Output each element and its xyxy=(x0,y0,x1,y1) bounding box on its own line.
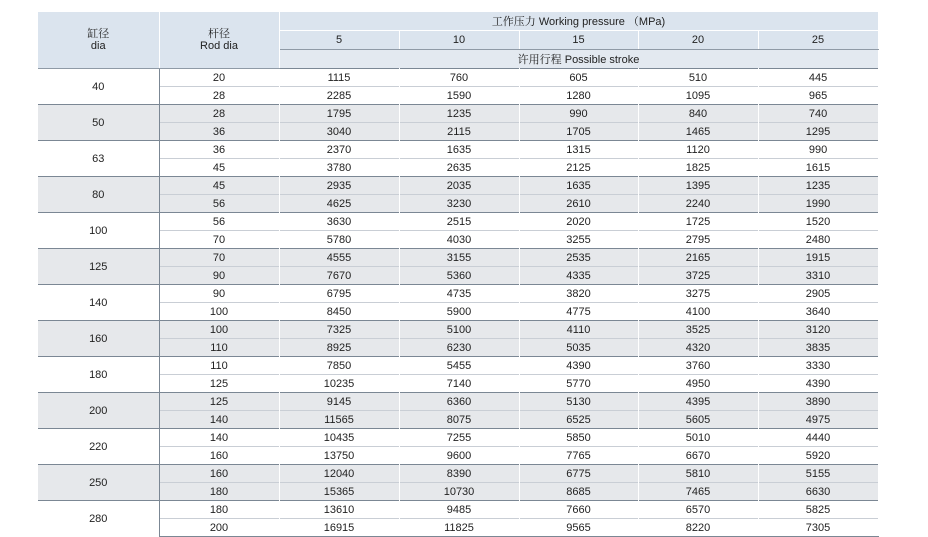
rod-cell: 125 xyxy=(159,375,279,393)
stroke-value-cell: 1295 xyxy=(758,123,878,141)
stroke-value-cell: 5770 xyxy=(519,375,638,393)
table-row xyxy=(38,501,878,519)
stroke-value-cell: 13610 xyxy=(279,501,399,519)
table-row xyxy=(38,69,878,87)
bore-header-en: dia xyxy=(90,40,106,52)
stroke-value-cell: 3835 xyxy=(758,339,878,357)
table-row xyxy=(38,375,878,393)
bore-cell: 200 xyxy=(38,393,159,429)
rod-header-cn: 杆径 xyxy=(208,28,230,40)
rod-cell: 70 xyxy=(159,231,279,249)
rod-cell: 180 xyxy=(159,483,279,501)
stroke-value-cell: 1915 xyxy=(758,249,878,267)
stroke-value-cell: 1990 xyxy=(758,195,878,213)
stroke-value-cell: 3640 xyxy=(758,303,878,321)
table-row xyxy=(38,447,878,465)
stroke-value-cell: 4100 xyxy=(638,303,758,321)
stroke-value-cell: 13750 xyxy=(279,447,399,465)
stroke-value-cell: 16915 xyxy=(279,519,399,537)
stroke-value-cell: 3310 xyxy=(758,267,878,285)
table-row xyxy=(38,123,878,141)
stroke-value-cell: 7305 xyxy=(758,519,878,537)
bore-cell: 125 xyxy=(38,249,159,285)
rod-cell: 70 xyxy=(159,249,279,267)
stroke-value-cell: 4440 xyxy=(758,429,878,447)
stroke-value-cell: 4735 xyxy=(399,285,519,303)
stroke-value-cell: 6775 xyxy=(519,465,638,483)
possible-stroke-table xyxy=(38,12,879,537)
stroke-value-cell: 1280 xyxy=(519,87,638,105)
table-row xyxy=(38,465,878,483)
stroke-value-cell: 1615 xyxy=(758,159,878,177)
stroke-value-cell: 1235 xyxy=(758,177,878,195)
stroke-value-cell: 9565 xyxy=(519,519,638,537)
bore-cell: 160 xyxy=(38,321,159,357)
stroke-value-cell: 2370 xyxy=(279,141,399,159)
stroke-value-cell: 11565 xyxy=(279,411,399,429)
stroke-value-cell: 3890 xyxy=(758,393,878,411)
table-row xyxy=(38,357,878,375)
stroke-value-cell: 2480 xyxy=(758,231,878,249)
bore-cell: 50 xyxy=(38,105,159,141)
rod-cell: 36 xyxy=(159,141,279,159)
rod-header xyxy=(159,12,279,69)
pressure-10: 10 xyxy=(399,31,519,50)
stroke-value-cell: 5130 xyxy=(519,393,638,411)
rod-cell: 140 xyxy=(159,429,279,447)
stroke-value-cell: 5810 xyxy=(638,465,758,483)
bore-cell: 100 xyxy=(38,213,159,249)
pressure-15: 15 xyxy=(519,31,638,50)
stroke-value-cell: 3780 xyxy=(279,159,399,177)
stroke-value-cell: 1520 xyxy=(758,213,878,231)
stroke-value-cell: 7765 xyxy=(519,447,638,465)
stroke-value-cell: 2125 xyxy=(519,159,638,177)
stroke-value-cell: 3230 xyxy=(399,195,519,213)
stroke-value-cell: 2610 xyxy=(519,195,638,213)
stroke-value-cell: 4975 xyxy=(758,411,878,429)
stroke-value-cell: 5100 xyxy=(399,321,519,339)
rod-cell: 200 xyxy=(159,519,279,537)
rod-cell: 180 xyxy=(159,501,279,519)
stroke-value-cell: 1635 xyxy=(399,141,519,159)
stroke-value-cell: 7255 xyxy=(399,429,519,447)
stroke-value-cell: 6570 xyxy=(638,501,758,519)
table-row xyxy=(38,87,878,105)
stroke-value-cell: 6360 xyxy=(399,393,519,411)
stroke-value-cell: 8450 xyxy=(279,303,399,321)
rod-cell: 20 xyxy=(159,69,279,87)
stroke-value-cell: 1120 xyxy=(638,141,758,159)
table-row xyxy=(38,393,878,411)
stroke-value-cell: 4775 xyxy=(519,303,638,321)
rod-cell: 36 xyxy=(159,123,279,141)
stroke-value-cell: 5920 xyxy=(758,447,878,465)
table-row xyxy=(38,519,878,537)
bore-cell: 63 xyxy=(38,141,159,177)
stroke-value-cell: 840 xyxy=(638,105,758,123)
stroke-value-cell: 10730 xyxy=(399,483,519,501)
rod-cell: 110 xyxy=(159,339,279,357)
bore-cell: 220 xyxy=(38,429,159,465)
stroke-value-cell: 445 xyxy=(758,69,878,87)
stroke-value-cell: 7325 xyxy=(279,321,399,339)
stroke-value-cell: 2020 xyxy=(519,213,638,231)
pressure-5: 5 xyxy=(279,31,399,50)
table-row xyxy=(38,177,878,195)
stroke-value-cell: 740 xyxy=(758,105,878,123)
stroke-value-cell: 5780 xyxy=(279,231,399,249)
stroke-value-cell: 1725 xyxy=(638,213,758,231)
table-row xyxy=(38,429,878,447)
stroke-value-cell: 4110 xyxy=(519,321,638,339)
bore-cell: 80 xyxy=(38,177,159,213)
rod-cell: 90 xyxy=(159,267,279,285)
stroke-value-cell: 510 xyxy=(638,69,758,87)
rod-header-en: Rod dia xyxy=(200,40,238,52)
bore-cell: 280 xyxy=(38,501,159,537)
stroke-value-cell: 15365 xyxy=(279,483,399,501)
stroke-value-cell: 4320 xyxy=(638,339,758,357)
rod-cell: 56 xyxy=(159,213,279,231)
stroke-value-cell: 3330 xyxy=(758,357,878,375)
stroke-value-cell: 5155 xyxy=(758,465,878,483)
stroke-value-cell: 5825 xyxy=(758,501,878,519)
stroke-value-cell: 4950 xyxy=(638,375,758,393)
table-row xyxy=(38,411,878,429)
stroke-value-cell: 1635 xyxy=(519,177,638,195)
stroke-value-cell: 6630 xyxy=(758,483,878,501)
stroke-value-cell: 1795 xyxy=(279,105,399,123)
stroke-value-cell: 3630 xyxy=(279,213,399,231)
stroke-value-cell: 2905 xyxy=(758,285,878,303)
stroke-value-cell: 2515 xyxy=(399,213,519,231)
stroke-value-cell: 3155 xyxy=(399,249,519,267)
stroke-value-cell: 6525 xyxy=(519,411,638,429)
stroke-value-cell: 965 xyxy=(758,87,878,105)
stroke-value-cell: 3275 xyxy=(638,285,758,303)
stroke-value-cell: 2935 xyxy=(279,177,399,195)
stroke-value-cell: 1115 xyxy=(279,69,399,87)
stroke-value-cell: 8685 xyxy=(519,483,638,501)
rod-cell: 100 xyxy=(159,321,279,339)
table-row xyxy=(38,285,878,303)
stroke-value-cell: 990 xyxy=(519,105,638,123)
stroke-value-cell: 3255 xyxy=(519,231,638,249)
rod-cell: 160 xyxy=(159,465,279,483)
bore-cell: 180 xyxy=(38,357,159,393)
stroke-value-cell: 2115 xyxy=(399,123,519,141)
stroke-value-cell: 2240 xyxy=(638,195,758,213)
stroke-value-cell: 760 xyxy=(399,69,519,87)
stroke-value-cell: 5455 xyxy=(399,357,519,375)
stroke-value-cell: 3820 xyxy=(519,285,638,303)
stroke-value-cell: 7660 xyxy=(519,501,638,519)
table-row xyxy=(38,321,878,339)
stroke-value-cell: 5360 xyxy=(399,267,519,285)
bore-cell: 250 xyxy=(38,465,159,501)
stroke-value-cell: 3040 xyxy=(279,123,399,141)
stroke-value-cell: 6795 xyxy=(279,285,399,303)
stroke-value-cell: 2535 xyxy=(519,249,638,267)
stroke-value-cell: 3760 xyxy=(638,357,758,375)
stroke-value-cell: 10235 xyxy=(279,375,399,393)
stroke-value-cell: 4030 xyxy=(399,231,519,249)
stroke-value-cell: 1825 xyxy=(638,159,758,177)
rod-cell: 110 xyxy=(159,357,279,375)
table-row xyxy=(38,483,878,501)
stroke-value-cell: 2035 xyxy=(399,177,519,195)
stroke-table-container xyxy=(38,12,878,537)
stroke-value-cell: 3525 xyxy=(638,321,758,339)
stroke-value-cell: 6670 xyxy=(638,447,758,465)
stroke-value-cell: 5010 xyxy=(638,429,758,447)
pressure-25: 25 xyxy=(758,31,878,50)
stroke-value-cell: 11825 xyxy=(399,519,519,537)
stroke-value-cell: 4555 xyxy=(279,249,399,267)
table-row xyxy=(38,303,878,321)
table-row xyxy=(38,195,878,213)
stroke-value-cell: 8925 xyxy=(279,339,399,357)
rod-cell: 28 xyxy=(159,105,279,123)
stroke-value-cell: 1465 xyxy=(638,123,758,141)
table-row xyxy=(38,159,878,177)
table-header xyxy=(38,12,878,69)
stroke-value-cell: 1395 xyxy=(638,177,758,195)
bore-header xyxy=(38,12,159,69)
stroke-value-cell: 605 xyxy=(519,69,638,87)
rod-cell: 45 xyxy=(159,159,279,177)
stroke-value-cell: 8390 xyxy=(399,465,519,483)
stroke-value-cell: 1705 xyxy=(519,123,638,141)
stroke-value-cell: 2165 xyxy=(638,249,758,267)
pressure-20: 20 xyxy=(638,31,758,50)
stroke-value-cell: 7850 xyxy=(279,357,399,375)
stroke-value-cell: 8075 xyxy=(399,411,519,429)
stroke-value-cell: 4390 xyxy=(758,375,878,393)
stroke-value-cell: 4625 xyxy=(279,195,399,213)
table-row xyxy=(38,213,878,231)
table-row xyxy=(38,249,878,267)
bore-header-cn: 缸径 xyxy=(87,28,110,40)
table-row xyxy=(38,231,878,249)
stroke-value-cell: 3725 xyxy=(638,267,758,285)
stroke-value-cell: 3120 xyxy=(758,321,878,339)
working-pressure-header: 工作压力 Working pressure （MPa) xyxy=(279,12,878,31)
stroke-value-cell: 990 xyxy=(758,141,878,159)
stroke-value-cell: 9485 xyxy=(399,501,519,519)
rod-cell: 90 xyxy=(159,285,279,303)
stroke-value-cell: 8220 xyxy=(638,519,758,537)
stroke-value-cell: 6230 xyxy=(399,339,519,357)
table-row xyxy=(38,267,878,285)
stroke-value-cell: 1590 xyxy=(399,87,519,105)
stroke-value-cell: 4390 xyxy=(519,357,638,375)
stroke-value-cell: 5605 xyxy=(638,411,758,429)
bore-cell: 140 xyxy=(38,285,159,321)
bore-cell: 40 xyxy=(38,69,159,105)
stroke-value-cell: 5035 xyxy=(519,339,638,357)
stroke-value-cell: 2635 xyxy=(399,159,519,177)
table-row xyxy=(38,141,878,159)
table-row xyxy=(38,339,878,357)
stroke-value-cell: 4335 xyxy=(519,267,638,285)
stroke-value-cell: 10435 xyxy=(279,429,399,447)
rod-cell: 28 xyxy=(159,87,279,105)
rod-cell: 100 xyxy=(159,303,279,321)
stroke-value-cell: 9600 xyxy=(399,447,519,465)
table-row xyxy=(38,105,878,123)
stroke-value-cell: 2285 xyxy=(279,87,399,105)
rod-cell: 140 xyxy=(159,411,279,429)
stroke-value-cell: 4395 xyxy=(638,393,758,411)
possible-stroke-header: 许用行程 Possible stroke xyxy=(279,50,878,69)
stroke-value-cell: 1315 xyxy=(519,141,638,159)
stroke-value-cell: 2795 xyxy=(638,231,758,249)
table-body xyxy=(38,69,878,537)
stroke-value-cell: 7670 xyxy=(279,267,399,285)
stroke-value-cell: 1095 xyxy=(638,87,758,105)
rod-cell: 56 xyxy=(159,195,279,213)
rod-cell: 125 xyxy=(159,393,279,411)
rod-cell: 45 xyxy=(159,177,279,195)
stroke-value-cell: 7465 xyxy=(638,483,758,501)
rod-cell: 160 xyxy=(159,447,279,465)
stroke-value-cell: 5900 xyxy=(399,303,519,321)
stroke-value-cell: 1235 xyxy=(399,105,519,123)
stroke-value-cell: 7140 xyxy=(399,375,519,393)
stroke-value-cell: 12040 xyxy=(279,465,399,483)
stroke-value-cell: 9145 xyxy=(279,393,399,411)
stroke-value-cell: 5850 xyxy=(519,429,638,447)
